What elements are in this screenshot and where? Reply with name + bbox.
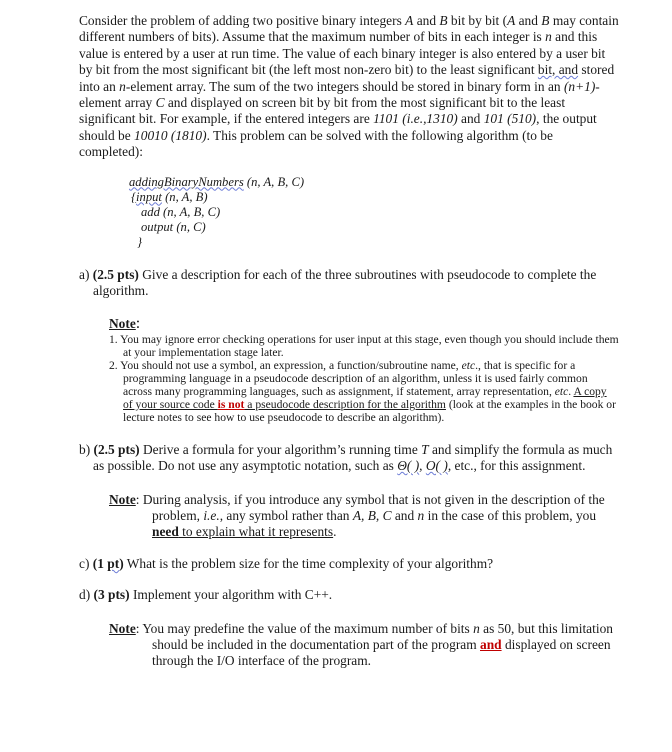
question-a: a) (2.5 pts) Give a description for each of the three subroutines with pseudocode to complete the algorithm. [79,266,597,299]
note-a-item-1: 1. You may ignore error checking operations for user input at this stage, even though you should include them at your implementation stage later. [109,333,619,360]
code-line-add: add (n, A, B, C) [141,204,221,219]
question-c: c) (1 pt) What is the problem size for the time complexity of your algorithm? [79,555,494,571]
code-line-signature: addingBinaryNumbers (n, A, B, C) [129,174,305,189]
code-line-output: output (n, C) [141,219,206,234]
code-line-input: {input (n, A, B) [131,189,208,204]
question-b: b) (2.5 pts) Derive a formula for your algorithm’s running time T and simplify the formula as much as possible. Do not use any asymptotic notation, such as Θ( ), O( ), etc., for this assignment. [79,441,613,474]
note-d: Note: You may predefine the value of the maximum number of bits n as 50, but this limitation should be included in the documentation part of the program and displayed on screen through the I/O interface of the program. [109,620,613,669]
question-d: d) (3 pts) Implement your algorithm with C++. [79,587,333,603]
code-line-close: } [137,234,143,249]
note-a: Note: 1. You may ignore error checking operations for user input at this stage, even though you should include them at your implementation stage later. 2. You should not use a symbol, an expression, a function/subroutine name, etc., that is specific for a programming language in a pseudocode description of an algorithm, unless it is used fairly common across many programming languages, such as assignment, if statement, array representation, etc. A copy of your source code is not a pseudocode description for the algorithm (look at the examples in the book or lecture notes to see how to use pseudocode to describe an algorithm). [109,315,619,424]
document [79,13,619,670]
note-b: Note: During analysis, if you introduce any symbol that is not given in the description of the problem, i.e., any symbol rather than A, B, C and n in the case of this problem, you need to explain what it represents. [109,491,605,540]
problem-statement: Consider the problem of adding two positive binary integers A and B bit by bit (A and B may contain different numbers of bits). Assume that the maximum number of bits in each integer is n and this value is entered by a user at run time. The value of each binary integer is also entered by a user bit by bit from the most significant bit (the left most non-zero bit) to the least significant bit, and stored into an n-element array. The sum of the two integers should be stored in binary form in an (n+1)-element array C and displayed on screen bit by bit from the most significant bit to the least significant bit. For example, if the entered integers are 1101 (i.e.,1310) and 101 (510), the output should be 10010 (1810). This problem can be solved with the following algorithm (to be completed): [79,13,619,160]
algorithm-pseudocode [129,175,619,250]
note-a-item-2: 2. You should not use a symbol, an expression, a function/subroutine name, etc., that is specific for a programming language in a pseudocode description of an algorithm, unless it is used fairly common across many programming languages, such as assignment, if statement, array representation, etc. A copy of your source code is not a pseudocode description for the algorithm (look at the examples in the book or lecture notes to see how to use pseudocode to describe an algorithm). [109,359,616,424]
